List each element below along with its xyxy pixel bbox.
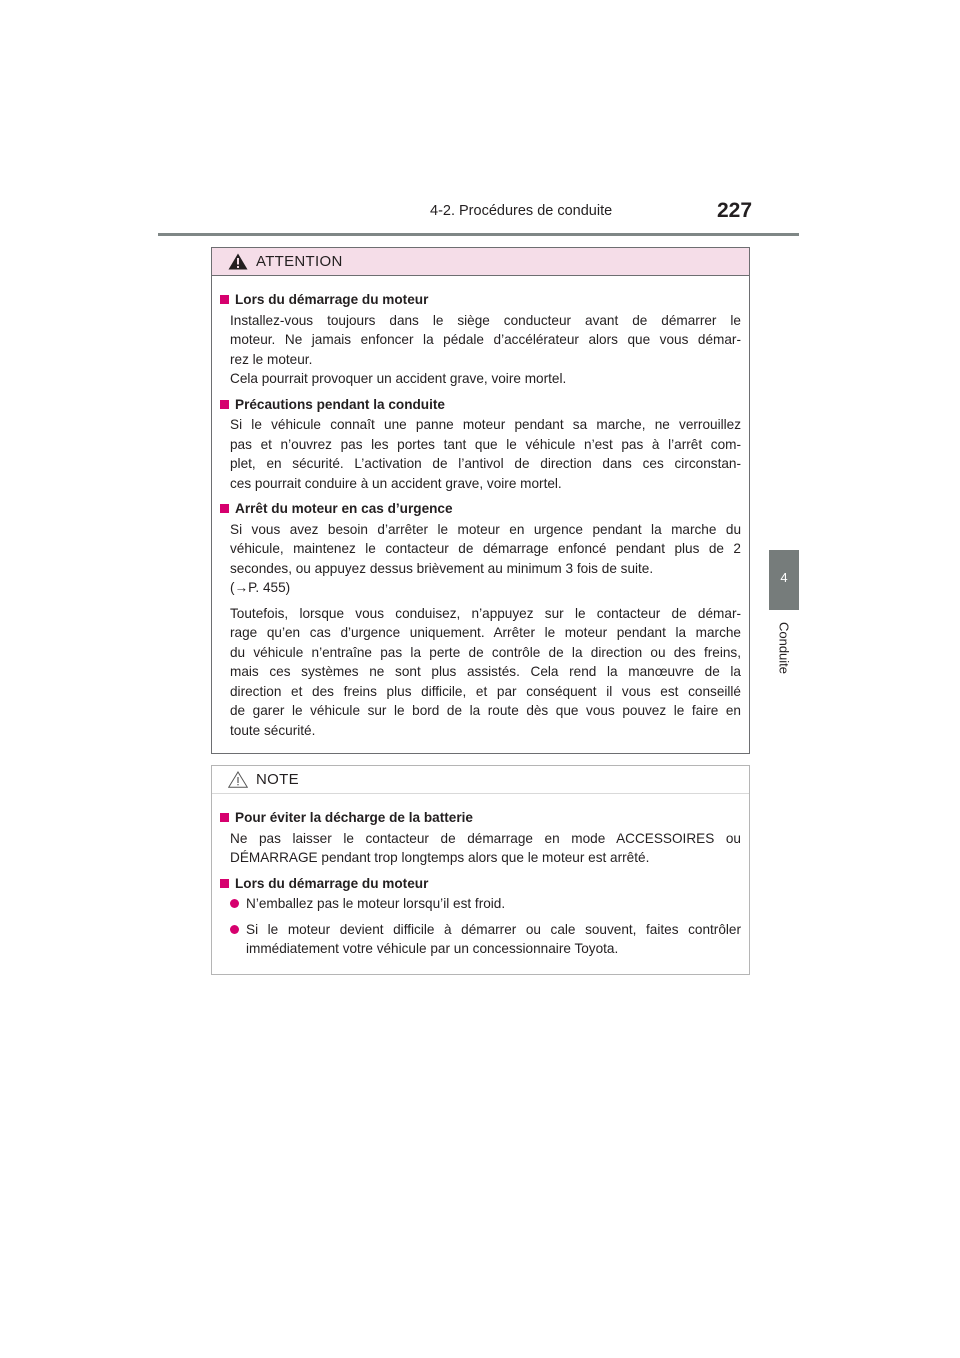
caution-outline-triangle-icon [228, 771, 248, 788]
item-paragraph [220, 604, 741, 741]
text-line: direction et des freins plus difficile, et par conséquent il vous est conseillé [230, 683, 741, 699]
text-line: secondes, ou appuyez dessus brièvement au minimum 3 fois de suite. [230, 560, 654, 576]
item-paragraph [220, 415, 741, 493]
text-line: Cela pourrait provoquer un accident grave, voire mortel. [230, 371, 567, 386]
item-paragraph [220, 311, 741, 389]
text-line: du véhicule n’entraîne pas la perte de contrôle de la direction ou des freins, [230, 644, 741, 660]
round-bullet-icon [230, 925, 239, 934]
note-item [220, 808, 741, 868]
text-line: ces pourrait conduire à un accident grave, voire mortel. [230, 475, 562, 491]
warning-body [212, 276, 749, 740]
text-line: de garer le véhicule sur le bord de la route dès que vous pouvez le faire en [230, 703, 741, 718]
page-reference[interactable]: (→P. 455) [230, 580, 291, 595]
warning-item [220, 395, 741, 494]
warning-box [211, 247, 750, 754]
square-bullet-icon [220, 879, 229, 888]
square-bullet-icon [220, 504, 229, 513]
text-line: immédiatement votre véhicule par un concessionnaire Toyota. [246, 941, 619, 956]
square-bullet-icon [220, 813, 229, 822]
page-number: 227 [717, 199, 753, 222]
text-line: Si vous avez besoin d’arrêter le moteur en urgence pendant la marche du [230, 521, 741, 537]
round-bullet-icon [230, 899, 239, 908]
note-item [220, 874, 741, 959]
text-line: Si le moteur devient difficile à démarrer ou cale souvent, faites contrôler [246, 921, 741, 937]
text-line: véhicule, maintenez le contacteur de démarrage enfoncé pendant plus de 2 [230, 541, 741, 556]
item-paragraph [220, 520, 741, 598]
text-line: pas et n’ouvrez pas les portes tant que le véhicule n’est pas à l’arrêt com- [230, 436, 741, 452]
text-line: Toutefois, lorsque vous conduisez, n’appuyez sur le contacteur de démar- [230, 605, 741, 621]
text-line: toute sécurité. [230, 722, 316, 738]
square-bullet-icon [220, 295, 229, 304]
text-line: moteur. Ne jamais enfoncer la pédale d’accélérateur alors que vous démar- [230, 332, 741, 347]
note-header [212, 766, 749, 794]
warning-title: ATTENTION [256, 253, 343, 270]
chapter-label: Conduite [776, 621, 792, 675]
header-rule [158, 233, 799, 236]
item-paragraph [220, 829, 741, 868]
item-heading: Lors du démarrage du moteur [235, 292, 429, 307]
text-line: rez le moteur. [230, 351, 313, 367]
text-line: Installez-vous toujours dans le siège conducteur avant de démarrer le [230, 312, 741, 328]
chapter-tab[interactable]: 4 [769, 550, 799, 610]
text-line: rage qu’en cas d’urgence uniquement. Arrêter le moteur pendant la marche [230, 625, 741, 640]
item-heading: Arrêt du moteur en cas d’urgence [235, 501, 453, 516]
text-line: Ne pas laisser le contacteur de démarrage en mode ACCESSOIRES ou [230, 830, 741, 846]
note-title: NOTE [256, 771, 299, 788]
item-heading: Précautions pendant la conduite [235, 396, 445, 412]
warning-triangle-icon [228, 253, 248, 270]
warning-header [212, 248, 749, 276]
text-line: Si le véhicule connaît une panne moteur pendant sa marche, ne verrouillez [230, 417, 741, 432]
text-line: mais ces systèmes ne sont plus assistés. Cela rend la manœuvre de la [230, 664, 741, 679]
item-heading: Pour éviter la décharge de la batterie [235, 810, 473, 825]
list-item [220, 894, 741, 914]
note-body [212, 794, 749, 959]
list-item [220, 920, 741, 959]
header-section-title: 4-2. Procédures de conduite [430, 203, 613, 219]
text-line: plet, en sécurité. L’activation de l’antivol de direction dans ces circonstan- [230, 456, 741, 471]
warning-item [220, 290, 741, 389]
warning-item [220, 499, 741, 740]
item-heading: Lors du démarrage du moteur [235, 875, 429, 891]
text-line: DÉMARRAGE pendant trop longtemps alors que le moteur est arrêté. [230, 850, 650, 865]
text-line: N’emballez pas le moteur lorsqu’il est froid. [246, 896, 506, 911]
square-bullet-icon [220, 400, 229, 409]
note-box [211, 765, 750, 975]
